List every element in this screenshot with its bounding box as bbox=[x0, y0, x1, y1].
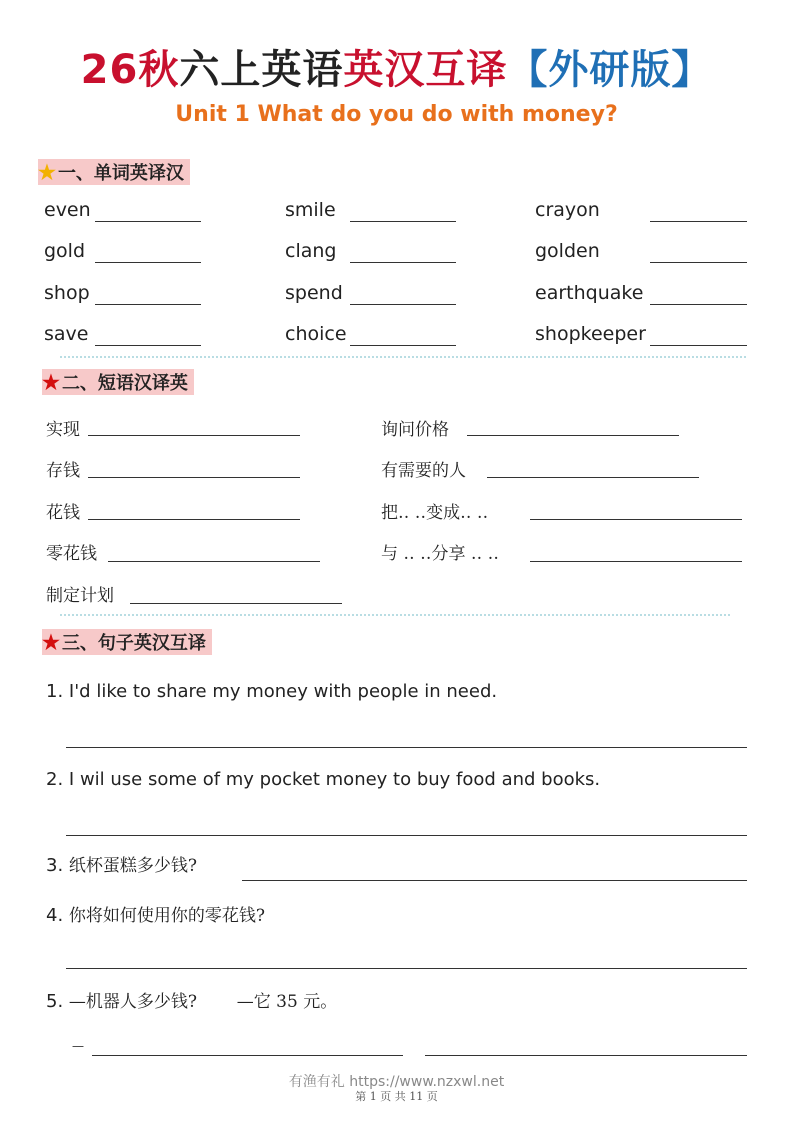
phrase-item: 实现 bbox=[46, 420, 80, 440]
sentence-text: I wil use some of my pocket money to buy food and books. bbox=[68, 769, 601, 790]
sentence-item bbox=[46, 769, 600, 790]
section2-title: 二、短语汉译英 bbox=[61, 373, 188, 394]
sentence-item bbox=[46, 901, 265, 926]
phrase-item: 询问价格 bbox=[381, 420, 449, 440]
section-divider bbox=[60, 356, 746, 358]
sentence-item bbox=[46, 987, 337, 1012]
star-icon: ★ bbox=[38, 160, 56, 184]
word-item: crayon bbox=[535, 199, 600, 221]
sentence-item bbox=[46, 851, 197, 876]
phrase-item: 把‥ ‥变成‥ ‥ bbox=[381, 503, 489, 523]
word-item: shop bbox=[44, 282, 90, 304]
phrase-item: 有需要的人 bbox=[381, 461, 466, 481]
star-icon: ★ bbox=[42, 630, 60, 654]
word-item: smile bbox=[285, 199, 336, 221]
word-item: shopkeeper bbox=[535, 323, 646, 345]
word-item: spend bbox=[285, 282, 343, 304]
word-item: golden bbox=[535, 240, 600, 262]
phrase-item: 制定计划 bbox=[46, 586, 114, 606]
sentence-number: 5. bbox=[46, 991, 64, 1012]
answer-blank[interactable] bbox=[88, 519, 300, 520]
phrase-item: 花钱 bbox=[46, 503, 80, 523]
word-item: even bbox=[44, 199, 91, 221]
answer-blank[interactable] bbox=[530, 519, 742, 520]
answer-blank[interactable] bbox=[130, 603, 342, 604]
sentence-number: 2. bbox=[46, 769, 64, 790]
answer-blank[interactable] bbox=[467, 435, 679, 436]
word-item: choice bbox=[285, 323, 347, 345]
answer-line[interactable] bbox=[66, 747, 747, 748]
sentence-number: 4. bbox=[46, 905, 64, 926]
sentence-text: —机器人多少钱? bbox=[68, 992, 198, 1012]
sentence-number: 3. bbox=[46, 855, 64, 876]
answer-blank[interactable] bbox=[650, 262, 747, 263]
answer-blank[interactable] bbox=[350, 345, 456, 346]
phrase-item: 与 ‥ ‥分享 ‥ ‥ bbox=[381, 544, 499, 564]
section-divider bbox=[60, 614, 730, 616]
answer-blank[interactable] bbox=[650, 304, 747, 305]
section1-title: 一、单词英译汉 bbox=[57, 163, 184, 184]
sentence-text: 纸杯蛋糕多少钱? bbox=[68, 856, 198, 876]
footer-watermark: 有渔有礼 https://www.nzxwl.net bbox=[288, 1074, 505, 1090]
answer-blank[interactable] bbox=[95, 304, 201, 305]
answer-blank[interactable] bbox=[350, 304, 456, 305]
title-part-edition: 【外研版】 bbox=[507, 47, 713, 93]
section3-header bbox=[42, 629, 212, 655]
word-item: clang bbox=[285, 240, 337, 262]
answer-blank[interactable] bbox=[95, 262, 201, 263]
section2-header bbox=[42, 369, 194, 395]
phrase-item: 存钱 bbox=[46, 461, 80, 481]
title-part-topic: 英汉互译 bbox=[343, 47, 508, 93]
star-icon: ★ bbox=[42, 370, 60, 394]
answer-blank[interactable] bbox=[95, 221, 201, 222]
word-item: save bbox=[44, 323, 89, 345]
page-title bbox=[0, 38, 793, 95]
page-number: 第 1 页 共 11 页 bbox=[355, 1090, 438, 1103]
answer-blank[interactable] bbox=[88, 477, 300, 478]
answer-blank[interactable] bbox=[650, 345, 747, 346]
answer-blank[interactable] bbox=[88, 435, 300, 436]
title-part-season: 秋 bbox=[138, 47, 180, 93]
section1-header bbox=[38, 159, 190, 185]
answer-line[interactable] bbox=[66, 968, 747, 969]
sentence-item bbox=[46, 681, 497, 702]
answer-line[interactable] bbox=[242, 880, 747, 881]
answer-blank[interactable] bbox=[487, 477, 699, 478]
answer-line[interactable] bbox=[66, 835, 747, 836]
sentence-number: 1. bbox=[46, 681, 64, 702]
answer-line[interactable] bbox=[425, 1055, 747, 1056]
sentence-text: I'd like to share my money with people in need. bbox=[68, 681, 498, 702]
answer-blank[interactable] bbox=[108, 561, 320, 562]
dash-prefix: — bbox=[72, 1039, 84, 1053]
title-part-year: 26 bbox=[80, 47, 139, 93]
answer-blank[interactable] bbox=[350, 262, 456, 263]
answer-line[interactable] bbox=[92, 1055, 403, 1056]
word-item: gold bbox=[44, 240, 86, 262]
title-part-grade: 六上英语 bbox=[179, 47, 344, 93]
word-item: earthquake bbox=[535, 282, 644, 304]
unit-subtitle: Unit 1 What do you do with money? bbox=[175, 102, 618, 127]
answer-blank[interactable] bbox=[350, 221, 456, 222]
section3-title: 三、句子英汉互译 bbox=[61, 633, 206, 654]
sentence-text: 你将如何使用你的零花钱? bbox=[68, 906, 266, 926]
answer-blank[interactable] bbox=[650, 221, 747, 222]
phrase-item: 零花钱 bbox=[46, 544, 97, 564]
answer-blank[interactable] bbox=[95, 345, 201, 346]
answer-blank[interactable] bbox=[530, 561, 742, 562]
sentence-text-answer: —它 35 元。 bbox=[236, 992, 338, 1012]
